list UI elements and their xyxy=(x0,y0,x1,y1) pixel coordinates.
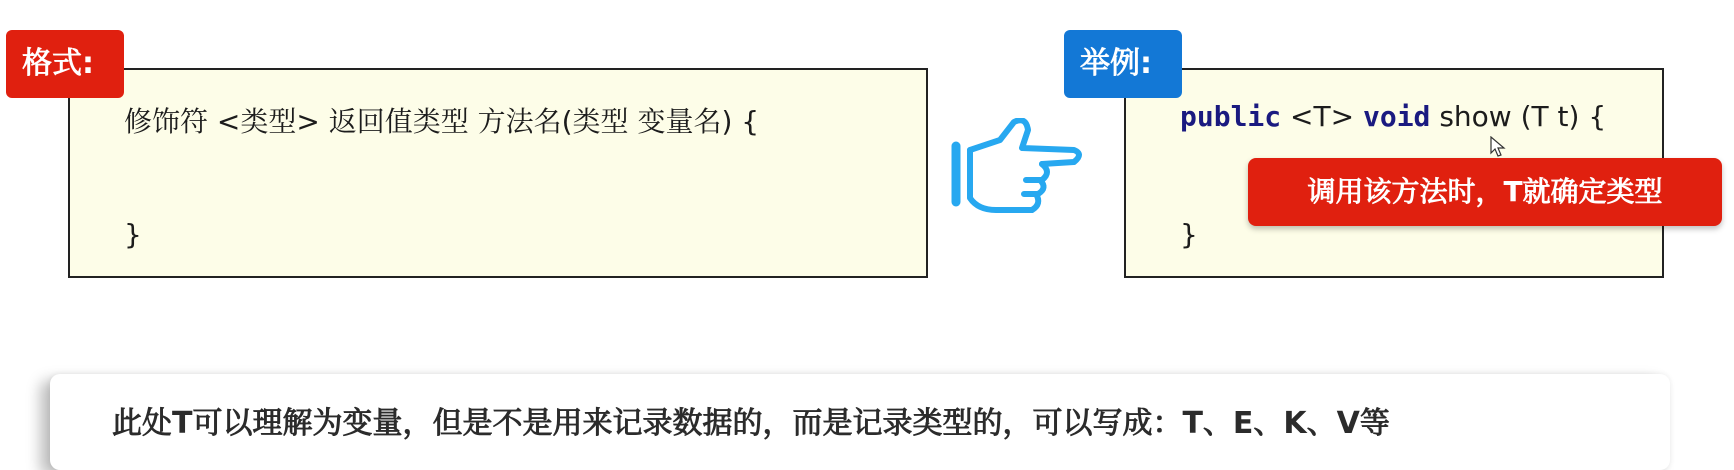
callout-tooltip: 调用该方法时，T就确定类型 xyxy=(1248,158,1722,226)
example-signature-line xyxy=(1180,100,1606,133)
keyword-void: void xyxy=(1362,100,1431,133)
format-badge: 格式: xyxy=(6,30,124,98)
note-text: 此处T可以理解为变量，但是不是用来记录数据的，而是记录类型的，可以写成：T、E、K、V等 xyxy=(112,406,1390,441)
method-signature: show (T t) { xyxy=(1430,100,1607,133)
format-signature-line: 修饰符 <类型> 返回值类型 方法名(类型 变量名) { xyxy=(124,105,760,138)
cursor-icon xyxy=(1490,136,1506,158)
example-closing-brace: } xyxy=(1180,218,1198,251)
pointing-hand-icon xyxy=(948,118,1088,228)
keyword-public: public xyxy=(1180,100,1282,133)
format-closing-brace: } xyxy=(124,218,142,251)
type-parameter: <T> xyxy=(1281,100,1363,133)
example-badge: 举例: xyxy=(1064,30,1182,98)
